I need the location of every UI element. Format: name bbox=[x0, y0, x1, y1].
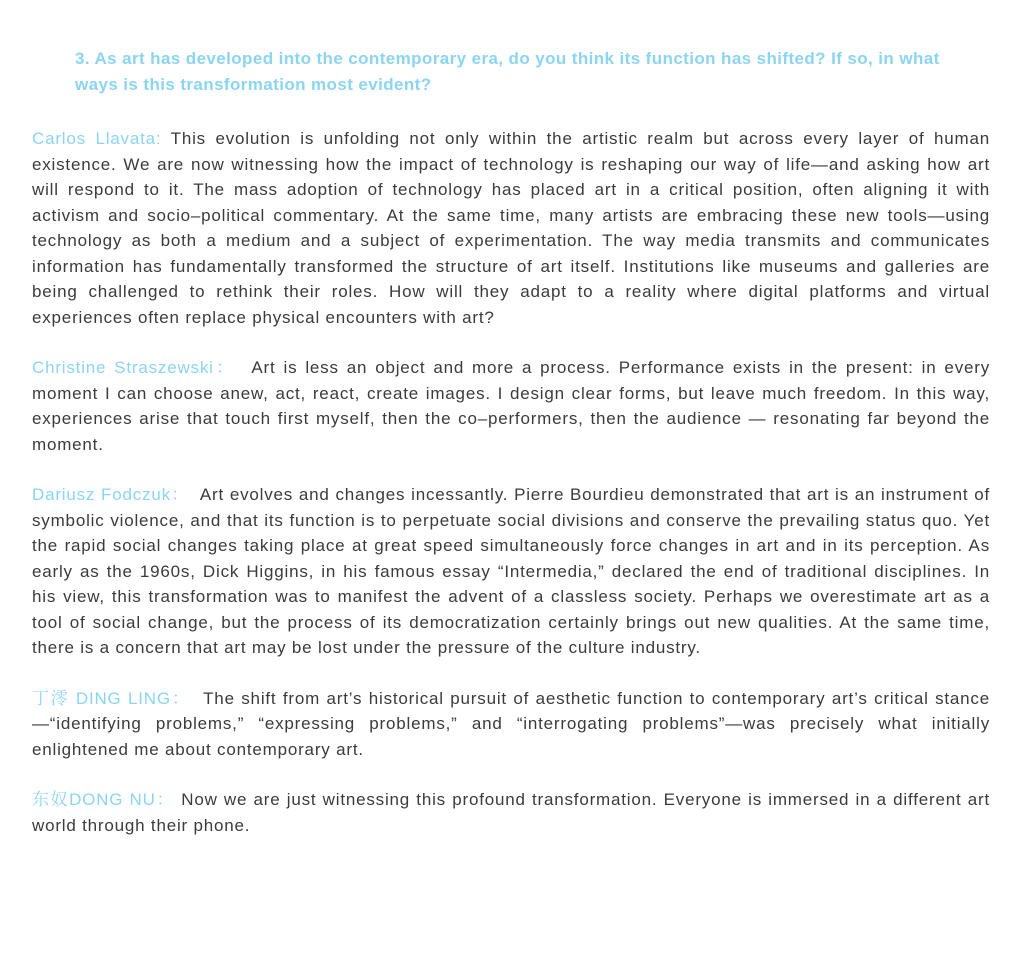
question-heading: 3. As art has developed into the contemporary era, do you think its function has shifted? If so, in what ways is this transformation most evident? bbox=[75, 49, 940, 94]
speaker-name-dariusz-fodczuk: Dariusz Fodczuk： bbox=[32, 485, 190, 504]
answer-text-christine-straszewski: Art is less an object and more a process. Performance exists in the present: in every moment I can choose anew, act, react, create images. I design clear forms, but leave much freedom. In this way, experiences arise that touch first myself, then the co–performers, then the audience — resonating far beyond the moment. bbox=[32, 358, 991, 454]
speaker-name-carlos-llavata: Carlos Llavata: bbox=[32, 129, 162, 148]
answer-text-dong-nu: Now we are just witnessing this profound transformation. Everyone is immersed in a different art world through their phone. bbox=[32, 790, 990, 835]
answer-text-dariusz-fodczuk: Art evolves and changes incessantly. Pierre Bourdieu demonstrated that art is an instrument of symbolic violence, and that its function is to perpetuate social divisions and conserve the prevailing status quo. Yet the rapid social changes taking place at great speed simultaneously force changes in art and in its perception. As early as the 1960s, Dick Higgins, in his famous essay “Intermedia,” declared the end of traditional disciplines. In his view, this transformation was to manifest the advent of a classless society. Perhaps we overestimate art as a tool of social change, but the process of its democratization certainly brings out new qualities. At the same time, there is a concern that art may be lost under the pressure of the culture industry. bbox=[32, 485, 990, 657]
speaker-name-dong-nu: 东奴DONG NU： bbox=[32, 790, 175, 809]
speaker-name-christine-straszewski: Christine Straszewski： bbox=[32, 358, 237, 377]
answer-paragraph-christine-straszewski bbox=[32, 355, 990, 457]
answer-paragraph-ding-ling bbox=[32, 686, 990, 763]
answer-paragraph-carlos-llavata bbox=[32, 126, 990, 330]
answer-text-carlos-llavata: This evolution is unfolding not only within the artistic realm but across every layer of human existence. We are now witnessing how the impact of technology is reshaping our way of life—and asking how art will respond to it. The mass adoption of technology has placed art in a critical position, often aligning it with activism and socio–political commentary. At the same time, many artists are embracing these new tools—using technology as both a medium and a subject of experimentation. The way media transmits and communicates information has fundamentally transformed the structure of art itself. Institutions like museums and galleries are being challenged to rethink their roles. How will they adapt to a reality where digital platforms and virtual experiences often replace physical encounters with art? bbox=[32, 129, 991, 327]
answer-paragraph-dariusz-fodczuk bbox=[32, 482, 990, 661]
answer-paragraph-dong-nu bbox=[32, 787, 990, 838]
speaker-name-ding-ling: 丁澪 DING LING： bbox=[32, 688, 191, 708]
answer-text-ding-ling: The shift from art’s historical pursuit of aesthetic function to contemporary art’s critical stance—“identifying problems,” “expressing problems,” and “interrogating problems”—was precisely what initially enlightened me about contemporary art. bbox=[32, 688, 990, 759]
